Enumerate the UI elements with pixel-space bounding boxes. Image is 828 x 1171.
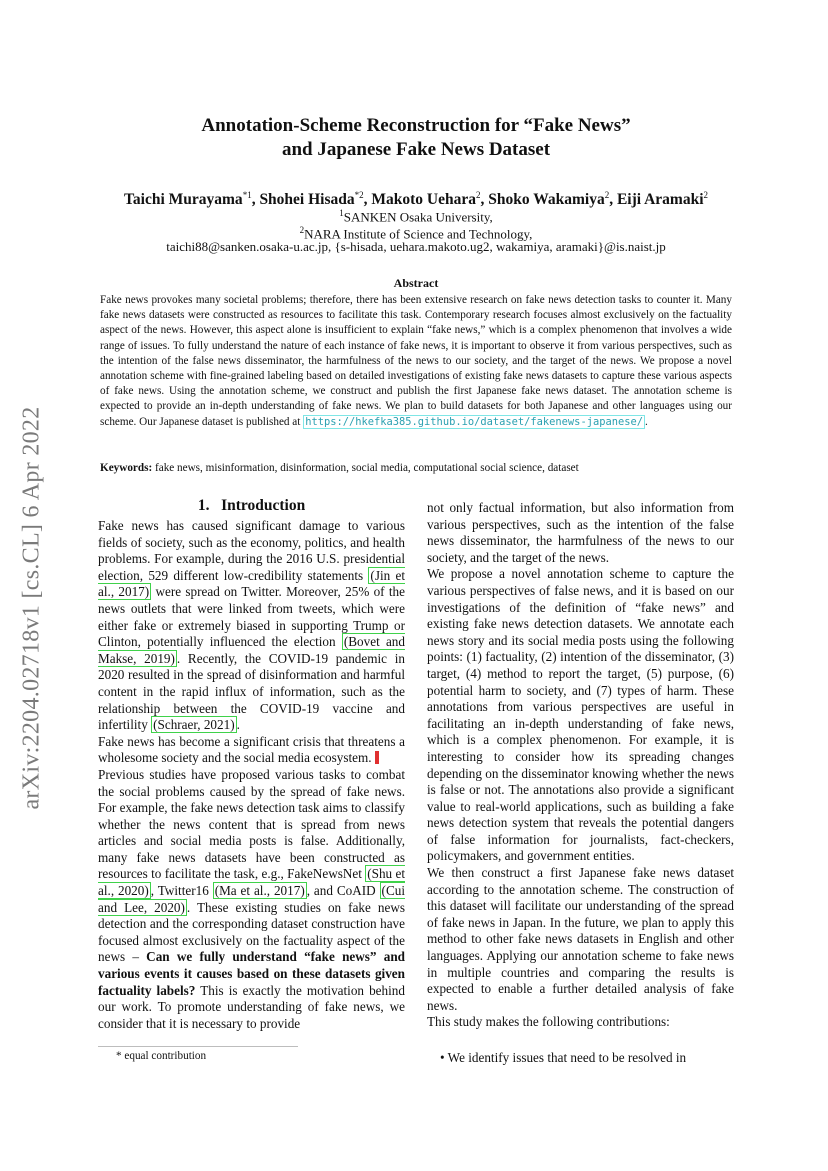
citation-link[interactable]: (Ma et al., 2017) — [214, 883, 305, 899]
paragraph-text: , and CoAID — [306, 883, 380, 899]
paragraph-text: were spread on Twitter. Moreover, 25% of the news outlets that were linked from tweets, which were either fake or extremely biased in supporting Trump or Clinton, potentially influenced the election — [98, 584, 405, 650]
contribution-bullet: • We identify issues that need to be resolved in — [440, 1050, 687, 1065]
paragraph-text: Fake news has caused significant damage to various fields of society, such as the economy, politics, and health problems. For example, during the 2016 U.S. presidential election, 529 different low-credibility statements — [98, 518, 405, 583]
citation-link[interactable]: (Shu et al., 2020) — [98, 866, 406, 899]
footnote: * equal contribution — [116, 1050, 207, 1062]
paragraph-text: . Recently, the COVID-19 pandemic in 2020 resulted in the spread of disinformation and harmful content in the rapid influx of information, such as the relationship between the COVID-19 vaccine and infertility — [98, 650, 405, 733]
author-emails: taichi88@sanken.osaka-u.ac.jp, {s-hisada, uehara.makoto.ug2, wakamiya, aramaki}@is.naist.jp — [166, 239, 666, 254]
keywords-label: Keywords: — [100, 462, 153, 474]
arxiv-identifier — [4, 372, 60, 844]
footnote-rule — [98, 1046, 298, 1047]
paper-title — [100, 114, 732, 162]
right-column — [427, 500, 734, 1031]
citation-link[interactable]: (Cui and Lee, 2020) — [98, 883, 405, 915]
paragraph-text: Fake news has become a significant crisis that threatens a wholesome society and the social media ecosystem. — [98, 733, 405, 766]
section-number: 1. — [197, 497, 210, 514]
research-question: Can we fully understand “fake news” and various events it causes based on these datasets given factuality labels? — [98, 949, 406, 998]
paragraph-text: . — [236, 717, 240, 733]
author-affiliation-mark: 2 — [703, 190, 708, 200]
author-list: Taichi Murayama$^{*1}$, Shohei Hisada$^{*2}$, Makoto Uehara$^2$, Shoko Wakamiya$^2$, Eiji Aramaki$^2$ — [123, 190, 708, 209]
author-name: Makoto Uehara — [371, 191, 476, 209]
affiliation-name: NARA Institute of Science and Technology, — [304, 226, 533, 242]
annotation-marker — [375, 751, 379, 764]
author-name: Taichi Murayama — [123, 191, 243, 209]
paragraph — [98, 734, 405, 767]
paragraph-text: . These existing studies on fake news detection and the corresponding dataset construction have focused almost exclusively on the factuality aspect of the news – — [98, 899, 405, 965]
abstract-body — [100, 293, 732, 430]
left-column — [98, 497, 405, 1032]
paragraph: We then construct a first Japanese fake news dataset according to the annotation scheme. The construction of this dataset will facilitate our understanding of the spread of fake news in Japan. In the future, we plan to apply this method to other fake news datasets in English and other languages. Applying our annotation scheme to fake news in multiple countries and comparing the results is expected to enable a further detailed analysis of fake news. — [427, 865, 734, 1013]
paragraph: not only factual information, but also information from various perspectives, such as the intention of the false news disseminator, the harmfulness of the news to our society, and the target of the news. — [427, 500, 734, 565]
arxiv-identifier-text: arXiv:2204.02718v1 [cs.CL] 6 Apr 2022 — [18, 406, 45, 810]
affiliation-name: SANKEN Osaka University, — [343, 209, 493, 225]
abstract-end: . — [645, 415, 648, 428]
paragraph: This study makes the following contributions: — [427, 1014, 670, 1030]
paragraph: We propose a novel annotation scheme to capture the various perspectives of false news, and it is based on our investigations of the definition of “fake news” and existing fake news detection datasets. We annotate each news story and its social media posts using the following points: (1) factuality, (2) intention of the disseminator, (3) target, (4) method to report the target, (5) purpose, (6) potential harm to society, and (7) types of harm. These annotations from various perspectives are useful in facilitating an in-depth understanding of fake news, which is a complex phenomenon. For example, it is interesting to consider how its spreading changes depending on the disseminator knowing whether the news is false or not. The annotations also provide a significant value to real-world applications, such as building a fake news detection system that reveals the potential dangers of false information for journalists, fact-checkers, policymakers, and government entities. — [427, 566, 734, 864]
citation-link[interactable]: (Schraer, 2021) — [153, 717, 235, 733]
paragraph — [98, 518, 405, 734]
abstract-text: Fake news provokes many societal problems; therefore, there has been extensive research on fake news detection tasks to counter it. Many fake news datasets were constructed as resources to facilitate this task. Contemporary research focuses almost exclusively on the factuality aspect of the news. However, this aspect alone is insufficient to explain “fake news,” which is a complex phenomenon that involves a wide range of issues. To fully understand the nature of each instance of fake news, it is important to observe it from various perspectives, such as the intention of the false news disseminator, the harmfulness of the news to our society, and the target of the news. We propose a novel annotation scheme with fine-grained labeling based on detailed investigations of existing fake news datasets to capture these various aspects of fake news. Using the annotation scheme, we construct and publish the first Japanese fake news dataset. The annotation scheme is expected to provide an in-depth understanding of fake news. We plan to build datasets for both Japanese and other languages using our scheme. Our Japanese dataset is published at — [100, 294, 732, 428]
abstract-heading: Abstract — [393, 276, 439, 290]
keywords-text: fake news, misinformation, disinformation, social media, computational social science, dataset — [152, 462, 579, 474]
citation-link[interactable]: (Jin et al., 2017) — [98, 567, 405, 600]
author-affiliation-mark: 2 — [476, 190, 481, 200]
title-line-2: and Japanese Fake News Dataset — [281, 139, 551, 160]
paragraph-text: , Twitter16 — [150, 883, 213, 899]
author-name: Shoko Wakamiya — [488, 191, 605, 209]
author-name: Shohei Hisada — [259, 191, 355, 209]
dataset-url-link[interactable]: https://hkefka385.github.io/dataset/fakenews-japanese/ — [305, 415, 643, 428]
citation-link[interactable]: (Bovet and Makse, 2019) — [98, 634, 405, 666]
affiliation-mark: 1 — [339, 208, 344, 218]
author-name: Eiji Aramaki — [616, 191, 704, 209]
author-affiliation-mark: *1 — [242, 190, 252, 200]
paragraph-text: Previous studies have proposed various tasks to combat the social problems caused by the spread of fake news. For example, the fake news detection task aims to classify whether the news content that is spread from news articles and social media posts is false. Additionally, many fake news datasets have been constructed as resources to facilitate the task, e.g., FakeNewsNet — [98, 766, 405, 882]
title-line-1: Annotation-Scheme Reconstruction for “Fake News” — [201, 115, 631, 136]
author-affiliation-mark: *2 — [354, 190, 364, 200]
section-heading — [98, 497, 405, 515]
paragraph-text: This is exactly the motivation behind our work. To promote understanding of fake news, we consider that it is necessary to provide — [98, 982, 405, 1031]
author-affiliation-mark: 2 — [604, 190, 610, 200]
section-title: Introduction — [221, 497, 306, 514]
keywords — [100, 461, 732, 476]
paragraph — [98, 767, 405, 1033]
affiliation-mark: 2 — [299, 225, 305, 235]
